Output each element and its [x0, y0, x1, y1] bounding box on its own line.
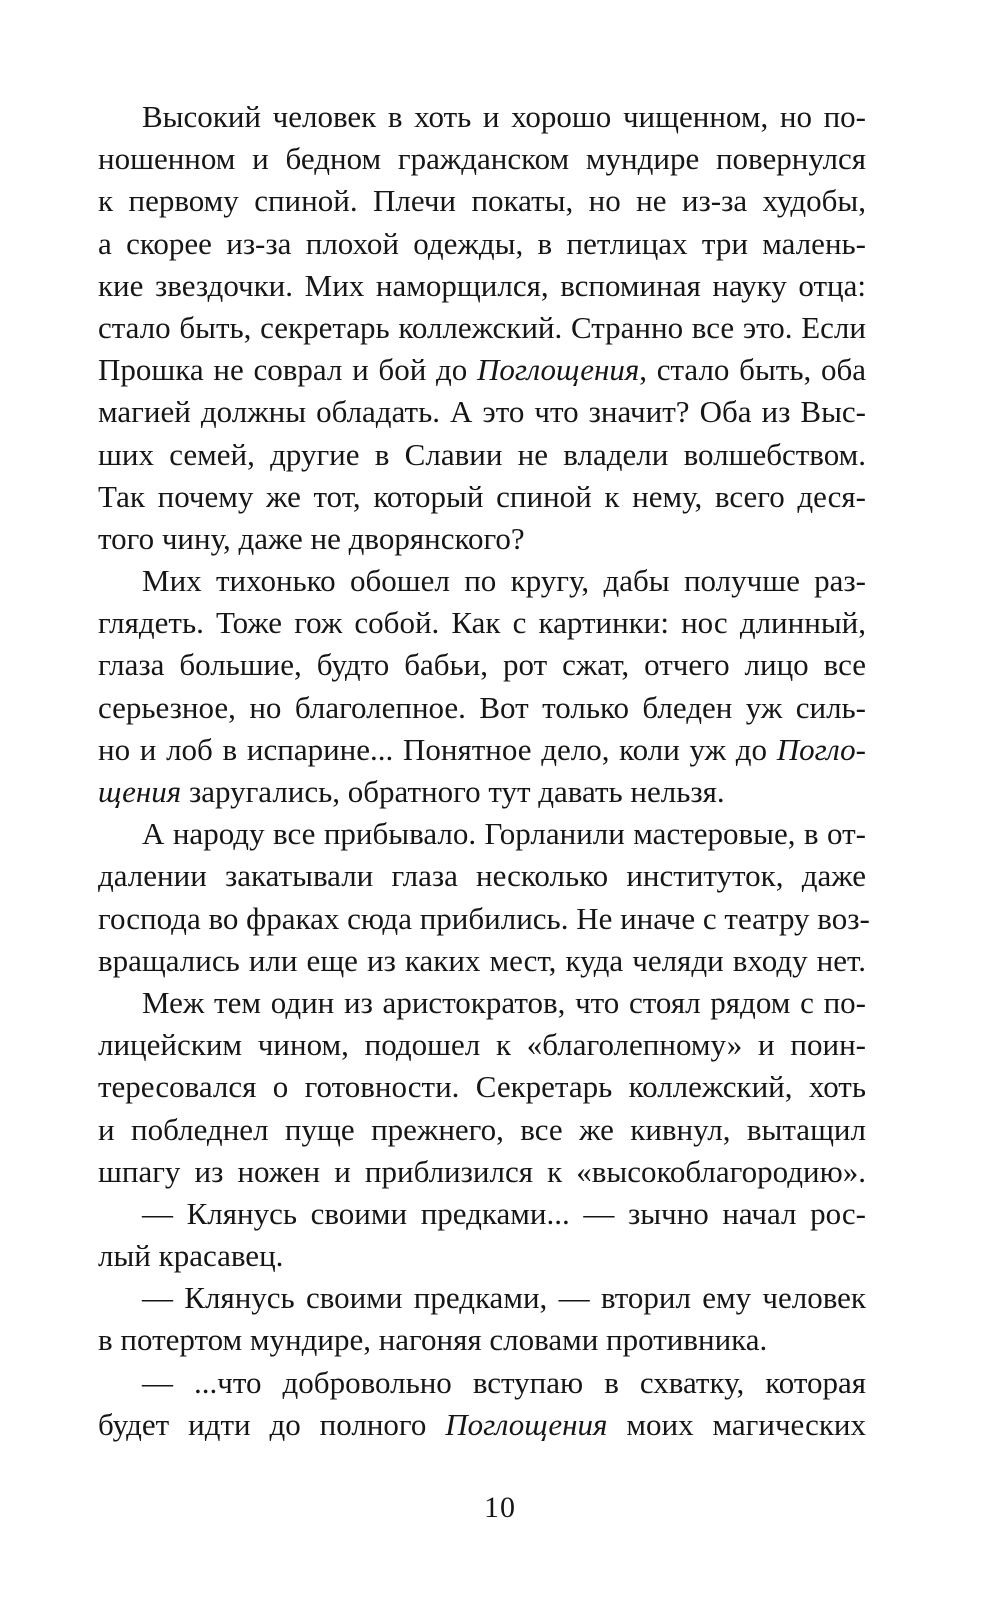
- text-segment: лый красавец.: [98, 1238, 284, 1274]
- text-segment: далении закатывали глаза несколько институток, даже: [98, 858, 866, 894]
- text-line: [98, 1193, 866, 1235]
- text-line: [98, 1109, 866, 1151]
- text-segment: того чину, даже не дворянского?: [98, 520, 525, 556]
- text-segment: и побледнел пуще прежнего, все же кивнул, вытащил: [98, 1111, 866, 1147]
- text-segment: Высокий человек в хоть и хорошо чищенном, но по-: [142, 99, 866, 134]
- text-segment: вращались или еще из каких мест, куда челяди входу нет.: [98, 942, 866, 978]
- body-text: [98, 96, 870, 1446]
- text-line: [98, 644, 866, 686]
- text-segment: будет идти до полного: [98, 1406, 446, 1442]
- text-segment: ношенном и бедном гражданском мундире повернулся: [98, 141, 866, 177]
- text-line: [98, 265, 866, 307]
- text-line: [98, 602, 866, 644]
- text-segment: Меж тем один из аристократов, что стоял рядом с по-: [142, 984, 866, 1020]
- text-line: [98, 855, 866, 897]
- text-line: [98, 223, 866, 265]
- text-segment: Так почему же тот, который спиной к нему, всего деся-: [98, 478, 866, 514]
- page-number: 10: [484, 1491, 516, 1524]
- text-segment: а скорее из-за плохой одежды, в петлицах три малень-: [98, 225, 866, 261]
- text-line: [98, 729, 866, 771]
- text-segment: шпагу из ножен и приблизился к «высокоблагородию».: [98, 1153, 866, 1189]
- text-line: [98, 1404, 866, 1446]
- text-segment: серьезное, но благолепное. Вот только бледен уж силь-: [98, 689, 866, 725]
- text-line: [98, 96, 866, 138]
- text-line: [98, 982, 866, 1024]
- text-segment: — ...что добровольно вступаю в схватку, которая: [142, 1364, 866, 1400]
- text-segment: Прошка не соврал и бой до: [98, 352, 478, 388]
- text-segment: заругались, обратного тут давать нельзя.: [181, 774, 725, 809]
- text-segment: — Клянусь своими предками... — зычно начал рос-: [142, 1195, 866, 1231]
- text-line: [98, 1362, 866, 1404]
- text-line: [98, 1277, 866, 1319]
- text-segment: к первому спиной. Плечи покаты, но не из-за худобы,: [98, 183, 866, 219]
- italic-term: щения: [98, 774, 182, 809]
- text-segment: господа во фраках сюда прибились. Не иначе с театру воз-: [98, 900, 870, 936]
- text-line: [98, 1319, 866, 1361]
- text-line: [98, 771, 866, 813]
- text-line: [98, 180, 866, 222]
- text-segment: кие звездочки. Мих наморщился, вспоминая науку отца:: [98, 267, 866, 303]
- italic-term: Погло-: [776, 731, 866, 767]
- text-segment: в потертом мундире, нагоняя словами противника.: [98, 1322, 768, 1358]
- text-segment: ших семей, другие в Славии не владели волшебством.: [98, 436, 866, 472]
- text-segment: но и лоб в испарине... Понятное дело, коли уж до: [98, 731, 777, 767]
- text-segment: , стало быть, оба: [639, 352, 866, 388]
- text-line: [98, 940, 866, 982]
- text-segment: лицейским чином, подошел к «благолепному» и поин-: [98, 1027, 866, 1063]
- text-segment: Мих тихонько обошел по кругу, дабы получше раз-: [142, 563, 866, 599]
- text-line: [98, 307, 866, 349]
- text-segment: моих магических: [607, 1406, 866, 1442]
- text-line: [98, 434, 866, 476]
- text-line: [98, 518, 866, 560]
- text-line: [98, 1024, 866, 1066]
- italic-term: Поглощения: [445, 1406, 608, 1442]
- text-line: [98, 138, 866, 180]
- text-line: [98, 1151, 866, 1193]
- text-line: [98, 1066, 866, 1108]
- text-line: [98, 560, 866, 602]
- text-segment: тересовался о готовности. Секретарь коллежский, хоть: [98, 1069, 866, 1105]
- text-line: [98, 813, 866, 855]
- text-line: [98, 1235, 866, 1277]
- text-segment: магией должны обладать. А это что значит? Оба из Выс-: [98, 394, 866, 430]
- italic-term: Поглощения: [477, 352, 640, 388]
- text-line: [98, 476, 866, 518]
- text-segment: глаза большие, будто бабьи, рот сжат, отчего лицо все: [98, 647, 866, 683]
- text-line: [98, 391, 866, 433]
- text-segment: — Клянусь своими предками, — вторил ему человек: [142, 1280, 866, 1316]
- text-segment: А народу все прибывало. Горланили мастеровые, в от-: [142, 816, 866, 852]
- text-segment: стало быть, секретарь коллежский. Странно все это. Если: [98, 309, 866, 345]
- text-segment: глядеть. Тоже гож собой. Как с картинки: нос длинный,: [98, 605, 866, 641]
- text-line: [98, 898, 870, 940]
- text-line: [98, 349, 866, 391]
- text-line: [98, 687, 866, 729]
